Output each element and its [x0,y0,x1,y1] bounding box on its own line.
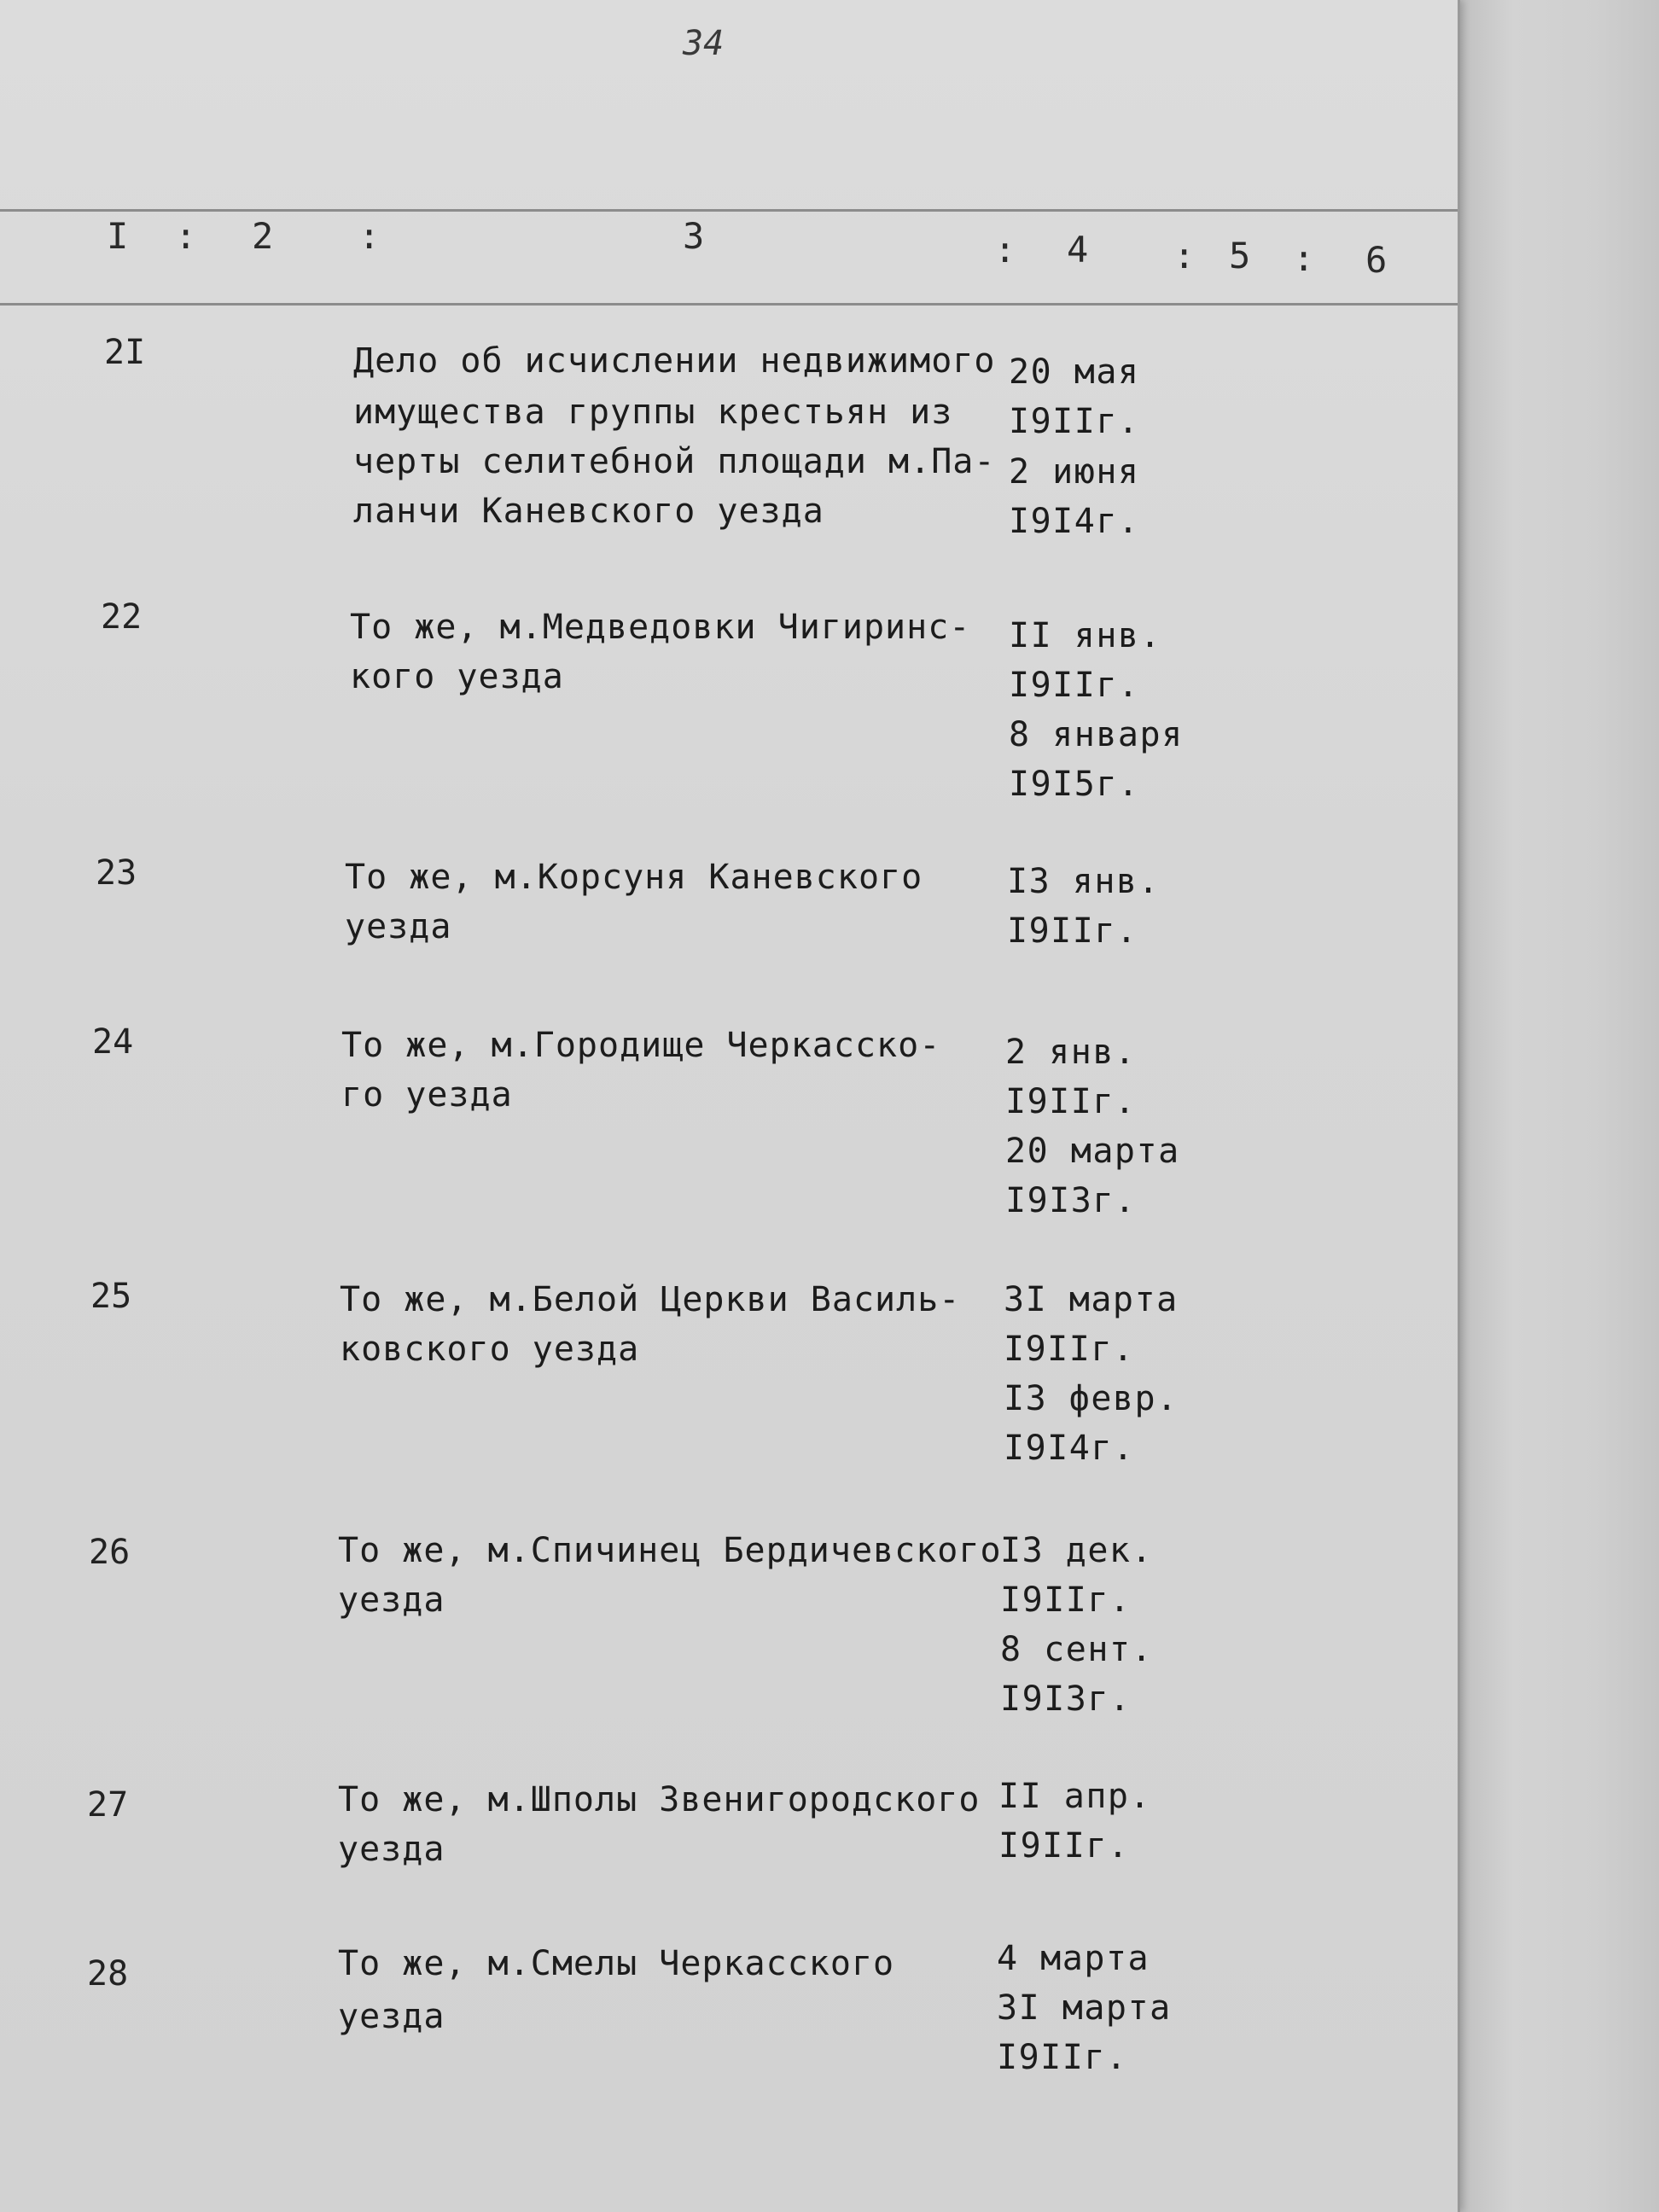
record-title-line: ланчи Каневского уезда [353,492,824,531]
underlying-sheet [1451,0,1659,2212]
column-separator: : [1293,237,1315,279]
record-date-line: I3 февр. [1004,1379,1179,1418]
column-header-6: 6 [1365,239,1388,281]
record-date-line: 3I марта [997,1988,1172,2028]
record-date-line: I9IIг. [1000,1580,1132,1620]
record-title-line: черты селитебной площади м.Па- [353,442,996,481]
column-separator: : [358,215,381,257]
record-date-line: I9I5г. [1009,765,1140,804]
column-header-3: 3 [683,215,705,257]
record-date-line: I9IIг. [1009,402,1140,441]
row-number: 2I [104,333,146,372]
record-title-line: ковского уезда [340,1330,640,1369]
record-title-line: имущества группы крестьян из [353,393,953,432]
row-number: 27 [87,1785,129,1825]
row-number: 28 [87,1954,129,1994]
record-date-line: I9I3г. [1000,1679,1132,1719]
record-date-line: 20 марта [1005,1132,1180,1171]
record-date-line: 2 июня [1009,452,1140,492]
record-date-line: 20 мая [1009,352,1140,392]
column-separator: : [994,229,1016,271]
row-number: 23 [96,853,137,893]
record-title-line: То же, м.Медведовки Чигиринс- [350,608,971,647]
record-title-line: уезда [338,1830,445,1869]
record-title-line: Дело об исчислении недвижимого [353,341,996,381]
record-date-line: I9IIг. [1007,911,1138,951]
record-date-line: 8 сент. [1000,1630,1154,1669]
record-date-line: I9IIг. [1009,666,1140,705]
record-title-line: То же, м.Спичинец Бердичевского [338,1531,1002,1570]
record-date-line: I9IIг. [1004,1330,1135,1369]
record-title-line: То же, м.Смелы Черкасского [338,1944,895,1983]
record-title-line: То же, м.Шполы Звенигородского [338,1780,981,1819]
record-title-line: То же, м.Корсуня Каневского [345,858,923,897]
row-number: 24 [92,1022,134,1062]
record-date-line: 4 марта [997,1939,1150,1978]
header-rule-bottom [0,303,1458,306]
column-separator: : [1173,235,1196,276]
column-header-5: 5 [1229,235,1251,276]
record-date-line: 8 января [1009,715,1184,754]
row-number: 26 [89,1533,131,1572]
page-number: 34 [683,24,725,63]
record-date-line: I9IIг. [1005,1082,1137,1121]
record-title-line: кого уезда [350,657,564,696]
column-header-4: 4 [1067,229,1089,271]
record-date-line: I9IIг. [998,1826,1130,1866]
record-date-line: II апр. [998,1777,1152,1816]
record-date-line: I9I4г. [1004,1429,1135,1468]
record-title-line: уезда [338,1580,445,1620]
record-title-line: уезда [338,1997,445,2036]
record-title-line: То же, м.Городище Черкасско- [341,1026,941,1065]
column-separator: : [175,215,197,257]
record-date-line: I3 янв. [1007,862,1161,901]
row-number: 25 [90,1277,132,1316]
column-header-1: I [107,215,129,257]
header-rule-top [0,209,1458,212]
record-date-line: 3I марта [1004,1280,1179,1319]
record-title-line: уезда [345,907,452,946]
record-title-line: То же, м.Белой Церкви Василь- [340,1280,961,1319]
record-date-line: I9I4г. [1009,502,1140,541]
record-date-line: II янв. [1009,616,1162,655]
column-header-2: 2 [252,215,274,257]
record-date-line: I9I3г. [1005,1181,1137,1220]
row-number: 22 [101,597,143,637]
record-date-line: I3 дек. [1000,1531,1154,1570]
record-date-line: 2 янв. [1005,1033,1137,1072]
record-date-line: I9IIг. [997,2038,1128,2077]
record-title-line: го уезда [341,1075,513,1115]
